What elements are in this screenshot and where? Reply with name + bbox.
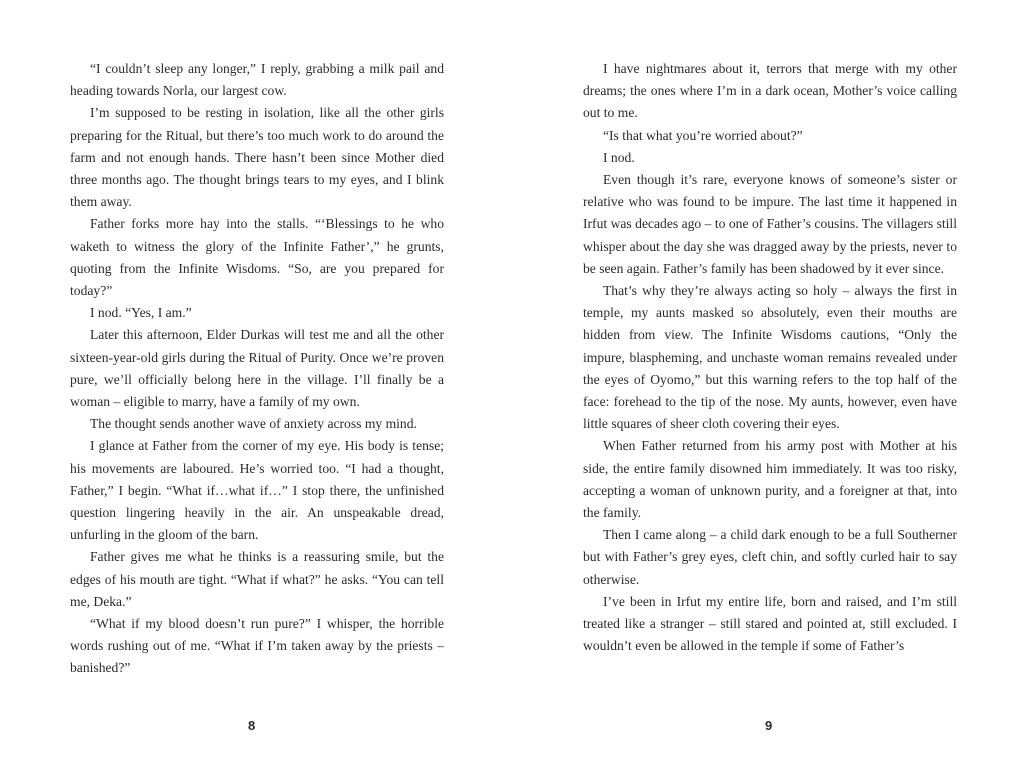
paragraph: “Is that what you’re worried about?”	[603, 127, 803, 143]
paragraph: Later this afternoon, Elder Durkas will test me and all the other sixteen-year-old girls during the Ritual of Purity. Once we’re proven pure, we’ll officially belong here in the village. I’ll finally be a woman – eligible to marry, have a family of my own.	[70, 327, 444, 410]
page-number-right: 9	[765, 718, 773, 733]
paragraph: Father forks more hay into the stalls. “‘Blessings to he who waketh to witness the glory of the Infinite Father’,” he grunts, quoting from the Infinite Wisdoms. “So, are you prepared for today?”	[70, 216, 444, 299]
paragraph: Even though it’s rare, everyone knows of someone’s sister or relative who was found to be impure. The last time it happened in Irfut was decades ago – to one of Father’s cousins. The villagers still whisper about the day she was dragged away by the priests, never to be seen again. Father’s family has been shadowed by it ever since.	[583, 172, 957, 276]
paragraph: “I couldn’t sleep any longer,” I reply, grabbing a milk pail and heading towards Norla, our largest cow.	[70, 61, 444, 99]
paragraph: Father gives me what he thinks is a reassuring smile, but the edges of his mouth are tight. “What if what?” he asks. “You can tell me, Deka.”	[70, 549, 444, 609]
paragraph: “What if my blood doesn’t run pure?” I whisper, the horrible words rushing out of me. “What if I’m taken away by the priests – banished?”	[70, 616, 444, 676]
page-number-left: 8	[248, 718, 256, 733]
paragraph: I’m supposed to be resting in isolation, like all the other girls preparing for the Ritual, but there’s too much work to do around the farm and not enough hands. There hasn’t been since Mother died three months ago. The thought brings tears to my eyes, and I blink them away.	[70, 105, 444, 210]
paragraph: I nod. “Yes, I am.”	[90, 305, 192, 321]
paragraph: When Father returned from his army post with Mother at his side, the entire family disowned him immediately. It was too risky, accepting a woman of unknown purity, and a foreigner at that, into the family.	[583, 438, 957, 521]
paragraph: I have nightmares about it, terrors that merge with my other dreams; the ones where I’m in a dark ocean, Mother’s voice calling out to me.	[583, 61, 957, 121]
paragraph: That’s why they’re always acting so holy – always the first in temple, my aunts masked so absolutely, even their mouths are hidden from view. The Infinite Wisdoms cautions, “Only the impure, blaspheming, and unchaste woman remains revealed under the eyes of Oyomo,” but this warning refers to the top half of the face: forehead to the tip of the nose. My aunts, however, even have little squares of sheer cloth covering their eyes.	[583, 283, 957, 432]
paragraph: The thought sends another wave of anxiety across my mind.	[90, 416, 417, 432]
paragraph: I’ve been in Irfut my entire life, born and raised, and I’m still treated like a stranger – still stared and pointed at, still excluded. I wouldn’t even be allowed in the temple if some of Father’s	[583, 593, 957, 654]
left-page	[70, 58, 444, 680]
paragraph: I nod.	[603, 149, 635, 165]
paragraph: Then I came along – a child dark enough to be a full Southerner but with Father’s grey eyes, cleft chin, and softly curled hair to say otherwise.	[583, 527, 957, 587]
paragraph: I glance at Father from the corner of my eye. His body is tense; his movements are laboured. He’s worried too. “I had a thought, Father,” I begin. “What if…what if…” I stop there, the unfinished question lingering heavily in the air. An unspeakable dread, unfurling in the gloom of the barn.	[70, 438, 444, 543]
right-page	[583, 58, 957, 657]
